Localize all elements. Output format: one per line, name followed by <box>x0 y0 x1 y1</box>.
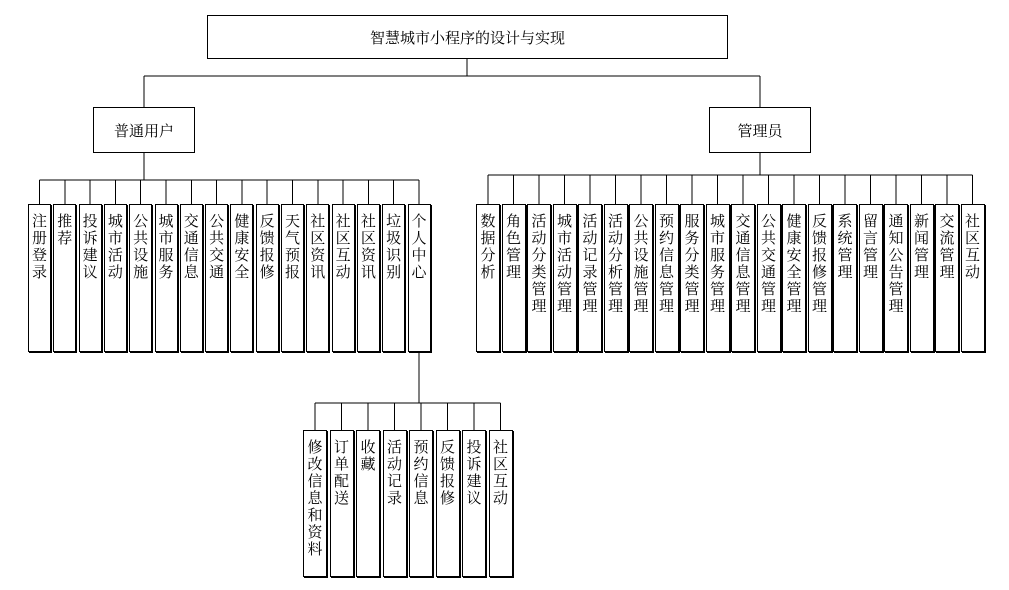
user-function-box-14 <box>357 204 380 352</box>
user-node <box>93 107 195 153</box>
admin-label: 管理员 <box>737 121 783 140</box>
admin-function-box-4 <box>553 204 577 352</box>
user-function-box-2 <box>53 204 76 352</box>
user-function-box-4 <box>104 204 127 352</box>
user-function-box-label: 个 人 中 心 <box>411 212 427 281</box>
admin-function-box-label: 数 据 分 析 <box>480 212 496 281</box>
user-function-box-label: 城 市 服 务 <box>158 212 174 281</box>
user-function-box-label: 反 馈 报 修 <box>259 212 275 281</box>
admin-function-box-17 <box>884 204 908 352</box>
user-function-box-label: 注 册 登 录 <box>31 212 47 281</box>
admin-function-box-label: 通 知 公 告 管 理 <box>888 212 904 315</box>
admin-function-box-15 <box>833 204 857 352</box>
admin-function-box-13 <box>782 204 806 352</box>
user-function-box-label: 推 荐 <box>57 212 73 247</box>
admin-function-box-label: 活 动 分 析 管 理 <box>607 212 623 315</box>
personal-center-function-box-6 <box>436 430 460 577</box>
admin-function-box-label: 社 区 互 动 <box>964 212 980 281</box>
admin-function-box-label: 活 动 分 类 管 理 <box>531 212 547 315</box>
personal-center-function-box-1 <box>303 430 327 577</box>
admin-function-box-18 <box>910 204 934 352</box>
admin-function-box-label: 系 统 管 理 <box>837 212 853 281</box>
admin-function-box-1 <box>476 204 500 352</box>
personal-center-function-box-label: 预 约 信 息 <box>413 438 429 507</box>
admin-function-box-9 <box>680 204 704 352</box>
admin-node <box>709 107 811 153</box>
admin-function-box-20 <box>961 204 985 352</box>
user-function-box-label: 交 通 信 息 <box>183 212 199 281</box>
personal-center-function-box-5 <box>409 430 433 577</box>
user-label: 普通用户 <box>113 121 174 140</box>
personal-center-function-box-3 <box>356 430 380 577</box>
user-function-box-label: 公 共 交 通 <box>209 212 225 281</box>
user-function-box-12 <box>306 204 329 352</box>
user-function-box-1 <box>28 204 51 352</box>
admin-function-box-6 <box>604 204 628 352</box>
user-function-box-3 <box>79 204 102 352</box>
user-function-box-16 <box>408 204 431 352</box>
admin-function-box-3 <box>527 204 551 352</box>
admin-function-box-5 <box>578 204 602 352</box>
admin-function-box-label: 服 务 分 类 管 理 <box>684 212 700 315</box>
user-function-box-15 <box>382 204 405 352</box>
user-function-box-6 <box>155 204 178 352</box>
user-function-box-label: 社 区 资 讯 <box>360 212 376 281</box>
admin-function-box-label: 反 馈 报 修 管 理 <box>811 212 827 315</box>
personal-center-function-box-2 <box>330 430 354 577</box>
user-function-box-label: 公 共 设 施 <box>133 212 149 281</box>
admin-function-box-label: 城 市 活 动 管 理 <box>556 212 572 315</box>
user-function-box-11 <box>281 204 304 352</box>
personal-center-function-box-4 <box>383 430 407 577</box>
personal-center-function-box-label: 订 单 配 送 <box>333 438 349 507</box>
user-function-box-label: 天 气 预 报 <box>284 212 300 281</box>
admin-function-box-10 <box>706 204 730 352</box>
admin-function-box-label: 预 约 信 息 管 理 <box>658 212 674 315</box>
root-node <box>207 15 728 59</box>
user-function-box-10 <box>256 204 279 352</box>
personal-center-function-box-label: 反 馈 报 修 <box>439 438 455 507</box>
admin-function-box-label: 新 闻 管 理 <box>913 212 929 281</box>
user-function-box-label: 投 诉 建 议 <box>82 212 98 281</box>
admin-function-box-label: 留 言 管 理 <box>862 212 878 281</box>
personal-center-function-box-8 <box>489 430 513 577</box>
user-function-box-8 <box>205 204 228 352</box>
user-function-box-label: 垃 圾 识 别 <box>386 212 402 281</box>
admin-function-box-19 <box>935 204 959 352</box>
admin-function-box-label: 交 流 管 理 <box>939 212 955 281</box>
user-function-box-5 <box>129 204 152 352</box>
admin-function-box-14 <box>808 204 832 352</box>
user-function-box-label: 社 区 互 动 <box>335 212 351 281</box>
admin-function-box-16 <box>859 204 883 352</box>
admin-function-box-12 <box>757 204 781 352</box>
admin-function-box-label: 健 康 安 全 管 理 <box>786 212 802 315</box>
admin-function-box-11 <box>731 204 755 352</box>
personal-center-function-box-7 <box>462 430 486 577</box>
user-function-box-7 <box>180 204 203 352</box>
admin-function-box-7 <box>629 204 653 352</box>
user-function-box-13 <box>332 204 355 352</box>
admin-function-box-2 <box>502 204 526 352</box>
personal-center-function-box-label: 修 改 信 息 和 资 料 <box>307 438 323 558</box>
admin-function-box-label: 活 动 记 录 管 理 <box>582 212 598 315</box>
personal-center-function-box-label: 社 区 互 动 <box>492 438 508 507</box>
personal-center-function-box-label: 活 动 记 录 <box>386 438 402 507</box>
admin-function-box-label: 交 通 信 息 管 理 <box>735 212 751 315</box>
user-function-box-label: 健 康 安 全 <box>234 212 250 281</box>
personal-center-function-box-label: 收 藏 <box>360 438 376 473</box>
admin-function-box-label: 角 色 管 理 <box>505 212 521 281</box>
user-function-box-label: 社 区 资 讯 <box>310 212 326 281</box>
admin-function-box-label: 公 共 交 通 管 理 <box>760 212 776 315</box>
admin-function-box-label: 城 市 服 务 管 理 <box>709 212 725 315</box>
root-label: 智慧城市小程序的设计与实现 <box>369 28 565 47</box>
admin-function-box-label: 公 共 设 施 管 理 <box>633 212 649 315</box>
user-function-box-label: 城 市 活 动 <box>107 212 123 281</box>
admin-function-box-8 <box>655 204 679 352</box>
personal-center-function-box-label: 投 诉 建 议 <box>466 438 482 507</box>
user-function-box-9 <box>230 204 253 352</box>
